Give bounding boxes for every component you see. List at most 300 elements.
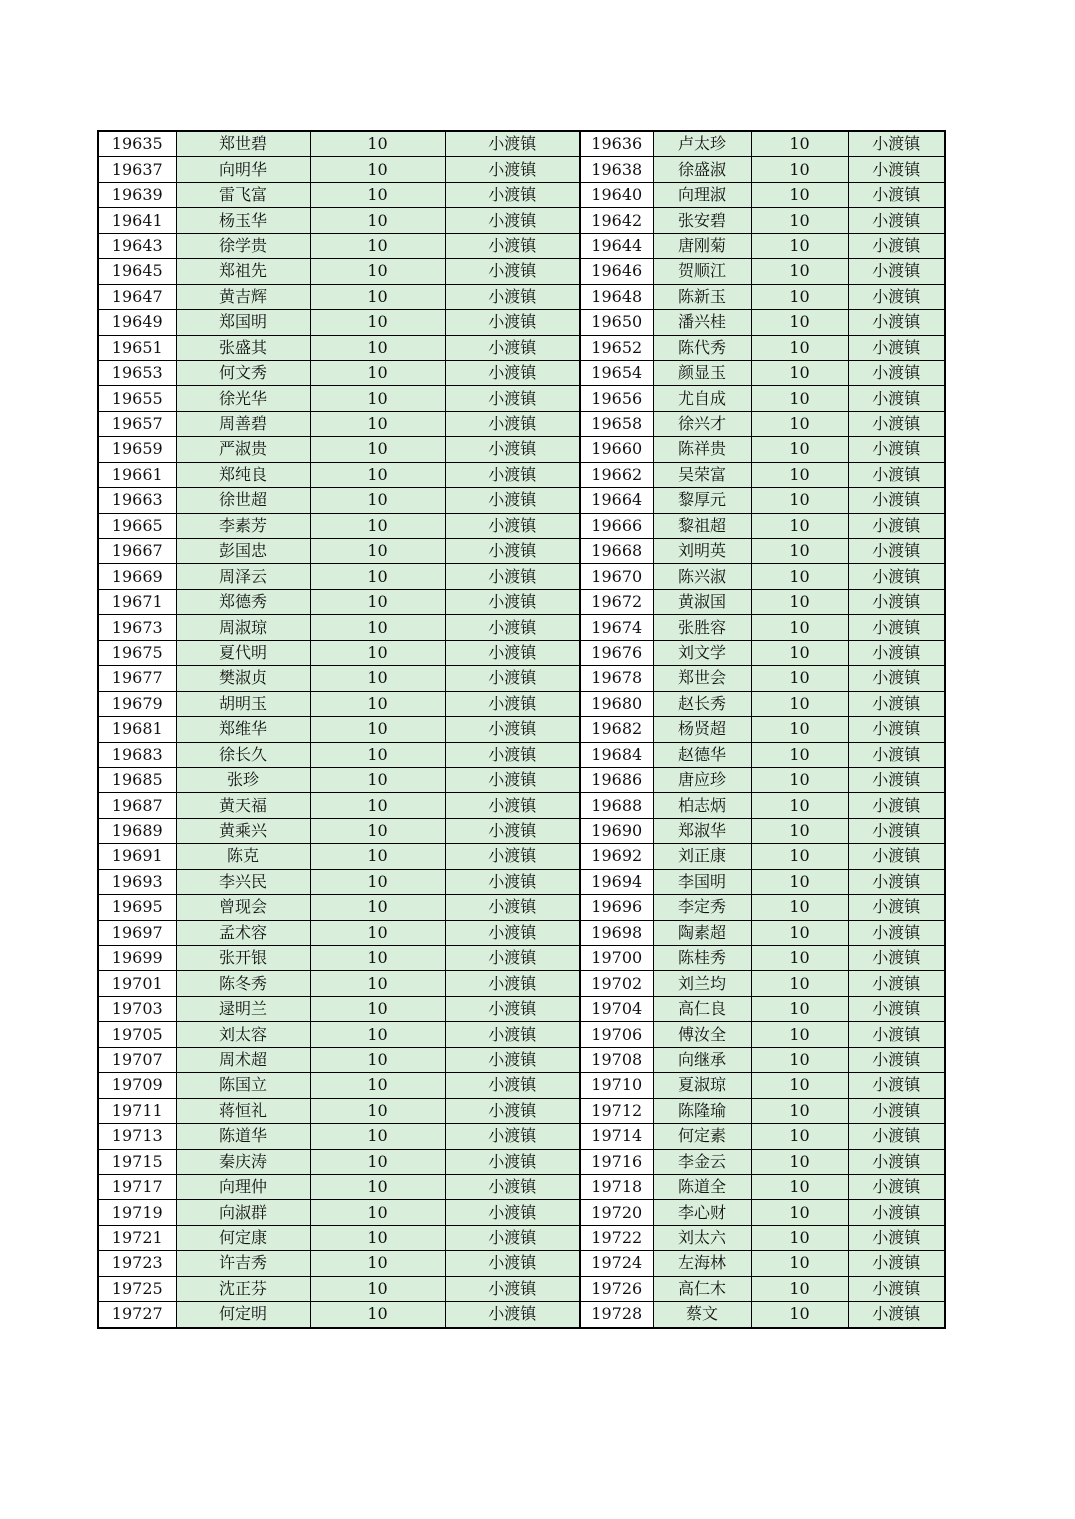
- name-cell: 潘兴桂: [653, 310, 751, 335]
- town-cell: 小渡镇: [445, 1098, 580, 1123]
- town-cell: 小渡镇: [445, 1174, 580, 1199]
- table-row: [98, 1098, 945, 1123]
- table-row: [98, 1073, 945, 1098]
- town-cell: 小渡镇: [848, 259, 945, 284]
- amount-cell: 10: [751, 157, 848, 182]
- amount-cell: 10: [751, 360, 848, 385]
- name-cell: 刘文学: [653, 640, 751, 665]
- town-cell: 小渡镇: [848, 920, 945, 945]
- record-id-cell: 19718: [580, 1174, 653, 1199]
- town-cell: 小渡镇: [848, 666, 945, 691]
- amount-cell: 10: [310, 844, 445, 869]
- record-id-cell: 19701: [98, 971, 176, 996]
- amount-cell: 10: [751, 742, 848, 767]
- record-id-cell: 19698: [580, 920, 653, 945]
- amount-cell: 10: [751, 437, 848, 462]
- record-id-cell: 19695: [98, 895, 176, 920]
- amount-cell: 10: [751, 564, 848, 589]
- town-cell: 小渡镇: [848, 360, 945, 385]
- name-cell: 张开银: [176, 946, 310, 971]
- amount-cell: 10: [751, 793, 848, 818]
- amount-cell: 10: [310, 767, 445, 792]
- name-cell: 蔡文: [653, 1302, 751, 1328]
- name-cell: 许吉秀: [176, 1251, 310, 1276]
- name-cell: 徐世超: [176, 488, 310, 513]
- record-id-cell: 19639: [98, 182, 176, 207]
- name-cell: 刘明英: [653, 539, 751, 564]
- name-cell: 向淑群: [176, 1200, 310, 1225]
- amount-cell: 10: [310, 793, 445, 818]
- record-id-cell: 19666: [580, 513, 653, 538]
- table-row: [98, 666, 945, 691]
- town-cell: 小渡镇: [445, 1200, 580, 1225]
- name-cell: 陈道全: [653, 1174, 751, 1199]
- amount-cell: 10: [310, 386, 445, 411]
- table-row: [98, 615, 945, 640]
- amount-cell: 10: [310, 1124, 445, 1149]
- amount-cell: 10: [310, 233, 445, 258]
- name-cell: 何定明: [176, 1302, 310, 1328]
- amount-cell: 10: [751, 640, 848, 665]
- name-cell: 郑世会: [653, 666, 751, 691]
- amount-cell: 10: [751, 971, 848, 996]
- amount-cell: 10: [751, 386, 848, 411]
- amount-cell: 10: [751, 411, 848, 436]
- record-id-cell: 19723: [98, 1251, 176, 1276]
- table-row: [98, 386, 945, 411]
- table-row: [98, 869, 945, 894]
- amount-cell: 10: [751, 1149, 848, 1174]
- name-cell: 柏志炳: [653, 793, 751, 818]
- name-cell: 杨玉华: [176, 208, 310, 233]
- record-id-cell: 19651: [98, 335, 176, 360]
- table-row: [98, 360, 945, 385]
- amount-cell: 10: [310, 920, 445, 945]
- name-cell: 樊淑贞: [176, 666, 310, 691]
- name-cell: 李素芳: [176, 513, 310, 538]
- record-id-cell: 19728: [580, 1302, 653, 1328]
- name-cell: 郑国明: [176, 310, 310, 335]
- record-id-cell: 19714: [580, 1124, 653, 1149]
- amount-cell: 10: [751, 615, 848, 640]
- amount-cell: 10: [751, 284, 848, 309]
- name-cell: 徐兴才: [653, 411, 751, 436]
- record-id-cell: 19642: [580, 208, 653, 233]
- record-id-cell: 19655: [98, 386, 176, 411]
- amount-cell: 10: [751, 208, 848, 233]
- amount-cell: 10: [751, 844, 848, 869]
- record-id-cell: 19706: [580, 1022, 653, 1047]
- town-cell: 小渡镇: [848, 182, 945, 207]
- name-cell: 陈国立: [176, 1073, 310, 1098]
- town-cell: 小渡镇: [848, 539, 945, 564]
- name-cell: 陈隆瑜: [653, 1098, 751, 1123]
- town-cell: 小渡镇: [848, 996, 945, 1021]
- amount-cell: 10: [751, 767, 848, 792]
- amount-cell: 10: [310, 360, 445, 385]
- record-id-cell: 19693: [98, 869, 176, 894]
- name-cell: 陈新玉: [653, 284, 751, 309]
- town-cell: 小渡镇: [445, 386, 580, 411]
- amount-cell: 10: [751, 310, 848, 335]
- record-id-cell: 19689: [98, 818, 176, 843]
- name-cell: 郑德秀: [176, 589, 310, 614]
- name-cell: 沈正芬: [176, 1276, 310, 1301]
- record-id-cell: 19707: [98, 1047, 176, 1072]
- record-id-cell: 19646: [580, 259, 653, 284]
- record-id-cell: 19717: [98, 1174, 176, 1199]
- name-cell: 陈代秀: [653, 335, 751, 360]
- town-cell: 小渡镇: [848, 971, 945, 996]
- amount-cell: 10: [310, 564, 445, 589]
- table-row: [98, 920, 945, 945]
- name-cell: 李定秀: [653, 895, 751, 920]
- town-cell: 小渡镇: [445, 1149, 580, 1174]
- amount-cell: 10: [751, 920, 848, 945]
- record-id-cell: 19671: [98, 589, 176, 614]
- table-row: [98, 488, 945, 513]
- town-cell: 小渡镇: [445, 869, 580, 894]
- town-cell: 小渡镇: [445, 1225, 580, 1250]
- record-id-cell: 19696: [580, 895, 653, 920]
- record-id-cell: 19683: [98, 742, 176, 767]
- town-cell: 小渡镇: [848, 1200, 945, 1225]
- amount-cell: 10: [310, 1200, 445, 1225]
- town-cell: 小渡镇: [445, 1251, 580, 1276]
- town-cell: 小渡镇: [445, 564, 580, 589]
- record-id-cell: 19713: [98, 1124, 176, 1149]
- town-cell: 小渡镇: [445, 539, 580, 564]
- record-id-cell: 19668: [580, 539, 653, 564]
- amount-cell: 10: [310, 946, 445, 971]
- amount-cell: 10: [310, 971, 445, 996]
- table-row: [98, 895, 945, 920]
- amount-cell: 10: [310, 488, 445, 513]
- town-cell: 小渡镇: [445, 488, 580, 513]
- amount-cell: 10: [751, 1124, 848, 1149]
- table-row: [98, 971, 945, 996]
- town-cell: 小渡镇: [848, 284, 945, 309]
- amount-cell: 10: [751, 1225, 848, 1250]
- amount-cell: 10: [751, 462, 848, 487]
- town-cell: 小渡镇: [848, 844, 945, 869]
- name-cell: 陈桂秀: [653, 946, 751, 971]
- name-cell: 逯明兰: [176, 996, 310, 1021]
- amount-cell: 10: [751, 335, 848, 360]
- amount-cell: 10: [310, 1225, 445, 1250]
- name-cell: 黎厚元: [653, 488, 751, 513]
- record-id-cell: 19708: [580, 1047, 653, 1072]
- record-id-cell: 19673: [98, 615, 176, 640]
- amount-cell: 10: [751, 1302, 848, 1328]
- name-cell: 郑世碧: [176, 131, 310, 157]
- name-cell: 唐刚菊: [653, 233, 751, 258]
- data-table: [97, 130, 946, 1329]
- name-cell: 郑纯良: [176, 462, 310, 487]
- name-cell: 唐应珍: [653, 767, 751, 792]
- record-id-cell: 19680: [580, 691, 653, 716]
- name-cell: 颜显玉: [653, 360, 751, 385]
- record-id-cell: 19674: [580, 615, 653, 640]
- record-id-cell: 19711: [98, 1098, 176, 1123]
- town-cell: 小渡镇: [445, 437, 580, 462]
- record-id-cell: 19687: [98, 793, 176, 818]
- record-id-cell: 19705: [98, 1022, 176, 1047]
- town-cell: 小渡镇: [445, 767, 580, 792]
- record-id-cell: 19660: [580, 437, 653, 462]
- amount-cell: 10: [310, 1073, 445, 1098]
- amount-cell: 10: [310, 1047, 445, 1072]
- amount-cell: 10: [310, 310, 445, 335]
- name-cell: 傅汝全: [653, 1022, 751, 1047]
- name-cell: 吴荣富: [653, 462, 751, 487]
- amount-cell: 10: [751, 1251, 848, 1276]
- amount-cell: 10: [310, 589, 445, 614]
- town-cell: 小渡镇: [445, 1047, 580, 1072]
- name-cell: 李国明: [653, 869, 751, 894]
- amount-cell: 10: [310, 1251, 445, 1276]
- name-cell: 黄天福: [176, 793, 310, 818]
- name-cell: 左海林: [653, 1251, 751, 1276]
- table-row: [98, 233, 945, 258]
- amount-cell: 10: [310, 437, 445, 462]
- table-row: [98, 1149, 945, 1174]
- record-id-cell: 19658: [580, 411, 653, 436]
- name-cell: 徐长久: [176, 742, 310, 767]
- name-cell: 高仁木: [653, 1276, 751, 1301]
- record-id-cell: 19681: [98, 717, 176, 742]
- amount-cell: 10: [751, 1073, 848, 1098]
- town-cell: 小渡镇: [848, 1022, 945, 1047]
- town-cell: 小渡镇: [848, 564, 945, 589]
- name-cell: 何文秀: [176, 360, 310, 385]
- town-cell: 小渡镇: [848, 1073, 945, 1098]
- town-cell: 小渡镇: [445, 513, 580, 538]
- table-row: [98, 1174, 945, 1199]
- name-cell: 何定康: [176, 1225, 310, 1250]
- record-id-cell: 19720: [580, 1200, 653, 1225]
- table-row: [98, 411, 945, 436]
- town-cell: 小渡镇: [848, 1225, 945, 1250]
- name-cell: 蒋恒礼: [176, 1098, 310, 1123]
- amount-cell: 10: [310, 259, 445, 284]
- name-cell: 陶素超: [653, 920, 751, 945]
- town-cell: 小渡镇: [445, 742, 580, 767]
- town-cell: 小渡镇: [848, 437, 945, 462]
- record-id-cell: 19667: [98, 539, 176, 564]
- town-cell: 小渡镇: [848, 1047, 945, 1072]
- amount-cell: 10: [310, 1149, 445, 1174]
- record-id-cell: 19719: [98, 1200, 176, 1225]
- record-id-cell: 19670: [580, 564, 653, 589]
- town-cell: 小渡镇: [445, 589, 580, 614]
- record-id-cell: 19672: [580, 589, 653, 614]
- town-cell: 小渡镇: [848, 1302, 945, 1328]
- town-cell: 小渡镇: [445, 182, 580, 207]
- name-cell: 黄淑国: [653, 589, 751, 614]
- town-cell: 小渡镇: [848, 895, 945, 920]
- town-cell: 小渡镇: [445, 691, 580, 716]
- record-id-cell: 19653: [98, 360, 176, 385]
- table-row: [98, 767, 945, 792]
- amount-cell: 10: [310, 513, 445, 538]
- record-id-cell: 19726: [580, 1276, 653, 1301]
- name-cell: 李兴民: [176, 869, 310, 894]
- record-id-cell: 19677: [98, 666, 176, 691]
- name-cell: 曾现会: [176, 895, 310, 920]
- amount-cell: 10: [751, 1276, 848, 1301]
- name-cell: 夏代明: [176, 640, 310, 665]
- town-cell: 小渡镇: [445, 259, 580, 284]
- record-id-cell: 19656: [580, 386, 653, 411]
- record-id-cell: 19682: [580, 717, 653, 742]
- name-cell: 黄乘兴: [176, 818, 310, 843]
- record-id-cell: 19710: [580, 1073, 653, 1098]
- town-cell: 小渡镇: [848, 869, 945, 894]
- amount-cell: 10: [310, 1276, 445, 1301]
- town-cell: 小渡镇: [848, 462, 945, 487]
- town-cell: 小渡镇: [848, 717, 945, 742]
- amount-cell: 10: [751, 1098, 848, 1123]
- table-row: [98, 539, 945, 564]
- table-row: [98, 691, 945, 716]
- amount-cell: 10: [310, 462, 445, 487]
- record-id-cell: 19662: [580, 462, 653, 487]
- amount-cell: 10: [751, 233, 848, 258]
- amount-cell: 10: [751, 513, 848, 538]
- name-cell: 张珍: [176, 767, 310, 792]
- table-row: [98, 437, 945, 462]
- record-id-cell: 19663: [98, 488, 176, 513]
- name-cell: 徐学贵: [176, 233, 310, 258]
- name-cell: 赵长秀: [653, 691, 751, 716]
- table-row: [98, 131, 945, 157]
- record-id-cell: 19638: [580, 157, 653, 182]
- town-cell: 小渡镇: [848, 1251, 945, 1276]
- town-cell: 小渡镇: [848, 488, 945, 513]
- amount-cell: 10: [310, 131, 445, 157]
- record-id-cell: 19641: [98, 208, 176, 233]
- record-id-cell: 19724: [580, 1251, 653, 1276]
- record-id-cell: 19688: [580, 793, 653, 818]
- amount-cell: 10: [310, 284, 445, 309]
- town-cell: 小渡镇: [445, 844, 580, 869]
- town-cell: 小渡镇: [445, 1124, 580, 1149]
- town-cell: 小渡镇: [848, 1276, 945, 1301]
- name-cell: 杨贤超: [653, 717, 751, 742]
- town-cell: 小渡镇: [848, 1174, 945, 1199]
- town-cell: 小渡镇: [445, 233, 580, 258]
- amount-cell: 10: [310, 1174, 445, 1199]
- amount-cell: 10: [310, 1302, 445, 1328]
- record-id-cell: 19679: [98, 691, 176, 716]
- record-id-cell: 19678: [580, 666, 653, 691]
- table-row: [98, 818, 945, 843]
- town-cell: 小渡镇: [445, 411, 580, 436]
- record-id-cell: 19669: [98, 564, 176, 589]
- name-cell: 陈兴淑: [653, 564, 751, 589]
- table-row: [98, 310, 945, 335]
- record-id-cell: 19645: [98, 259, 176, 284]
- amount-cell: 10: [310, 615, 445, 640]
- town-cell: 小渡镇: [848, 818, 945, 843]
- town-cell: 小渡镇: [445, 615, 580, 640]
- amount-cell: 10: [310, 157, 445, 182]
- record-id-cell: 19684: [580, 742, 653, 767]
- town-cell: 小渡镇: [848, 640, 945, 665]
- record-id-cell: 19661: [98, 462, 176, 487]
- town-cell: 小渡镇: [445, 640, 580, 665]
- record-id-cell: 19644: [580, 233, 653, 258]
- record-id-cell: 19647: [98, 284, 176, 309]
- amount-cell: 10: [751, 818, 848, 843]
- town-cell: 小渡镇: [445, 920, 580, 945]
- amount-cell: 10: [310, 411, 445, 436]
- amount-cell: 10: [310, 208, 445, 233]
- name-cell: 周淑琼: [176, 615, 310, 640]
- name-cell: 陈冬秀: [176, 971, 310, 996]
- town-cell: 小渡镇: [848, 513, 945, 538]
- table-row: [98, 513, 945, 538]
- table-row: [98, 335, 945, 360]
- record-id-cell: 19654: [580, 360, 653, 385]
- name-cell: 卢太珍: [653, 131, 751, 157]
- amount-cell: 10: [310, 717, 445, 742]
- name-cell: 刘太六: [653, 1225, 751, 1250]
- town-cell: 小渡镇: [445, 1022, 580, 1047]
- record-id-cell: 19699: [98, 946, 176, 971]
- table-row: [98, 996, 945, 1021]
- record-id-cell: 19636: [580, 131, 653, 157]
- name-cell: 李金云: [653, 1149, 751, 1174]
- town-cell: 小渡镇: [445, 157, 580, 182]
- record-id-cell: 19648: [580, 284, 653, 309]
- town-cell: 小渡镇: [445, 1276, 580, 1301]
- amount-cell: 10: [751, 1022, 848, 1047]
- amount-cell: 10: [751, 1174, 848, 1199]
- table-row: [98, 793, 945, 818]
- amount-cell: 10: [310, 691, 445, 716]
- table-row: [98, 284, 945, 309]
- table-row: [98, 259, 945, 284]
- table-row: [98, 157, 945, 182]
- name-cell: 陈祥贵: [653, 437, 751, 462]
- table-row: [98, 1022, 945, 1047]
- record-id-cell: 19640: [580, 182, 653, 207]
- name-cell: 刘正康: [653, 844, 751, 869]
- town-cell: 小渡镇: [445, 971, 580, 996]
- record-id-cell: 19691: [98, 844, 176, 869]
- town-cell: 小渡镇: [848, 615, 945, 640]
- town-cell: 小渡镇: [848, 1149, 945, 1174]
- name-cell: 彭国忠: [176, 539, 310, 564]
- amount-cell: 10: [751, 182, 848, 207]
- town-cell: 小渡镇: [848, 946, 945, 971]
- record-id-cell: 19676: [580, 640, 653, 665]
- amount-cell: 10: [751, 1200, 848, 1225]
- town-cell: 小渡镇: [848, 310, 945, 335]
- town-cell: 小渡镇: [445, 946, 580, 971]
- amount-cell: 10: [751, 946, 848, 971]
- town-cell: 小渡镇: [445, 284, 580, 309]
- record-id-cell: 19697: [98, 920, 176, 945]
- record-id-cell: 19690: [580, 818, 653, 843]
- town-cell: 小渡镇: [848, 691, 945, 716]
- table-row: [98, 182, 945, 207]
- name-cell: 向明华: [176, 157, 310, 182]
- amount-cell: 10: [310, 640, 445, 665]
- amount-cell: 10: [310, 869, 445, 894]
